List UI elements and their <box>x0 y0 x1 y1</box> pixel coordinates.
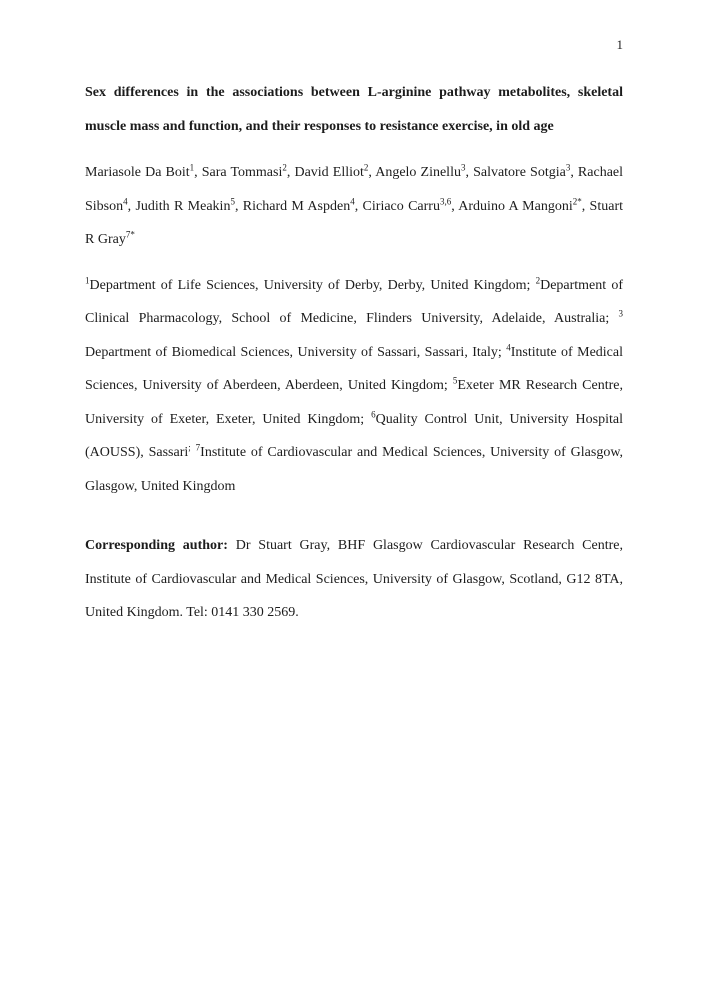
affiliations: $^1$Department of Life Sciences, University of Derby, Derby, United Kingdom; $^2$Department of Clinical Pharmacology, School of Medicine, Flinders University, Adelaide, Australia; $^3$ Department of Biomedical Sciences, University of Sassari, Sassari, Italy; $^4$Institute of Medical Sciences, University of Aberdeen, Aberdeen, United Kingdom; $^5$Exeter MR Research Centre, University of Exeter, Exeter, United Kingdom; $^6$Quality Control Unit, University Hospital (AOUSS), Sassari; $^7$Institute of Cardiovascular and Medical Sciences, University of Glasgow, Glasgow, United Kingdom <box>85 274 624 494</box>
page-number: 1 <box>616 37 623 52</box>
corresponding-author: Corresponding author: Dr Stuart Gray, BHF Glasgow Cardiovascular Research Centre, Institute of Cardiovascular and Medical Sciences, University of Glasgow, Scotland, G12 8TA, United Kingdom. Tel: 0141 330 2569. <box>85 538 623 620</box>
paper-title: Sex differences in the associations between L-arginine pathway metabolites, skeletal muscle mass and function, and their responses to resistance exercise, in old age <box>85 85 623 134</box>
author-list: Mariasole Da Boit$^1$, Sara Tommasi$^2$, David Elliot$^2$, Angelo Zinellu$^3$, Salvatore Sotgia$^3$, Rachael Sibson$^4$, Judith R Meakin$^5$, Richard M Aspden$^4$, Ciriaco Carru$^{3,6}$, Arduino A Mangoni$^{2*}$, Stuart R Gray$^{7*}$ <box>85 162 624 247</box>
